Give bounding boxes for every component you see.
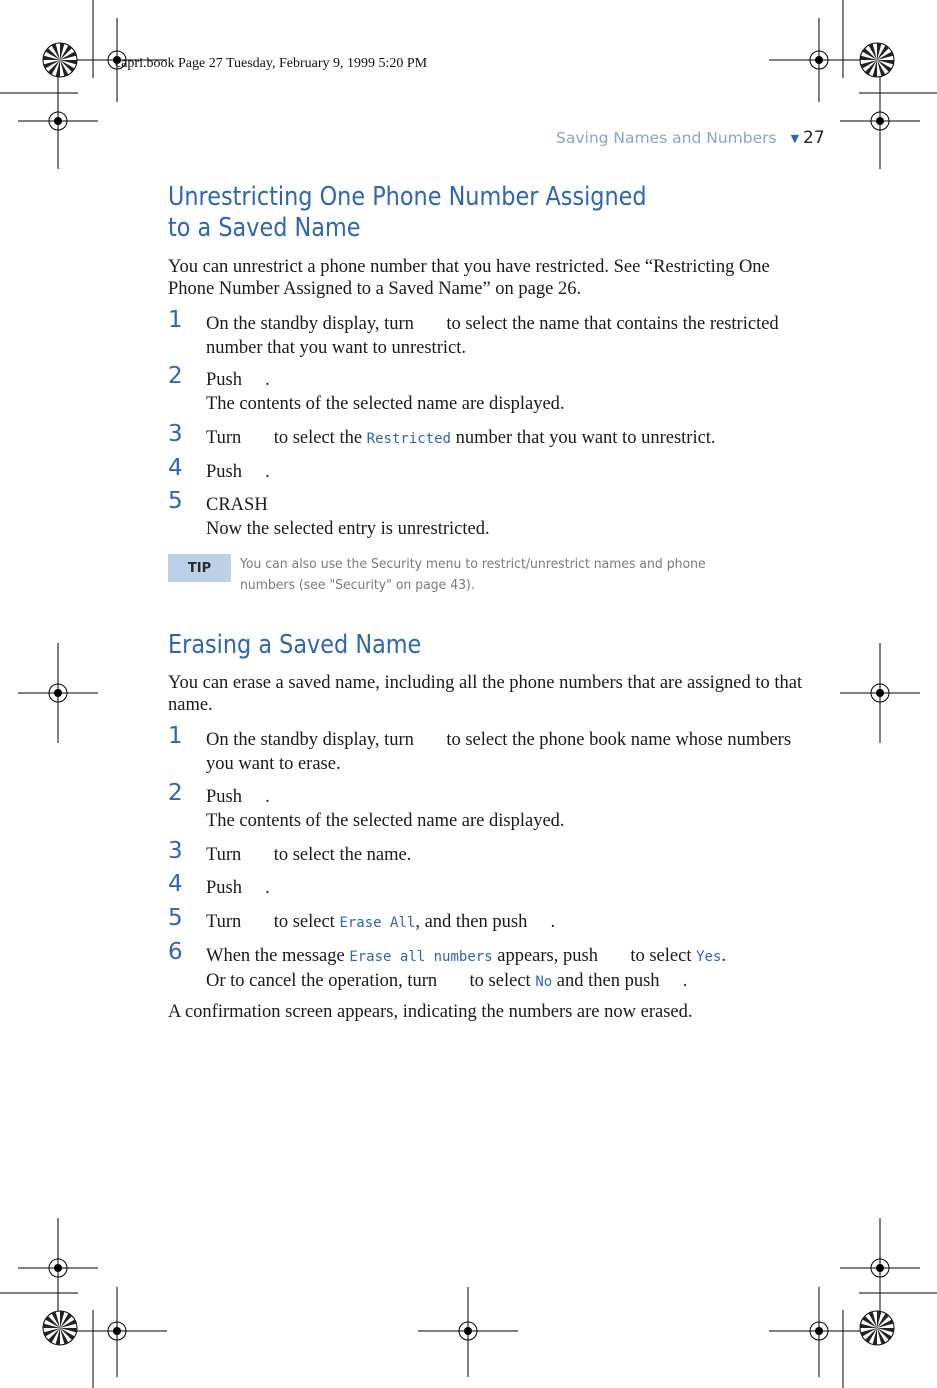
step-number: 6 bbox=[168, 939, 183, 965]
section-heading-erase: Erasing a Saved Name bbox=[168, 630, 422, 660]
step-4: 4 Push . bbox=[168, 871, 270, 898]
step-5: 5 Turn to select Erase All, and then push . bbox=[168, 905, 556, 932]
step-5: 5 CRASH Now the selected entry is unrestricted. bbox=[168, 488, 490, 539]
star-target-top-left bbox=[43, 43, 77, 77]
running-head bbox=[556, 128, 825, 148]
step-number: 1 bbox=[168, 307, 183, 333]
section-heading-unrestrict: Unrestricting One Phone Number Assigned to a Saved Name bbox=[168, 182, 647, 243]
step-3: 3 Turn to select the name. bbox=[168, 838, 412, 865]
book-slug: capri.book Page 27 Tuesday, February 9, 1999 5:20 PM bbox=[115, 56, 428, 71]
page-number: 27 bbox=[803, 128, 825, 148]
step-4: 4 Push . bbox=[168, 455, 270, 482]
step-number: 4 bbox=[168, 455, 183, 481]
tip-text: You can also use the Security menu to restrict/unrestrict names and phone numbers (see "Security" on page 43). bbox=[240, 556, 706, 593]
step-number: 2 bbox=[168, 780, 183, 806]
step-number: 1 bbox=[168, 723, 183, 749]
intro-paragraph: You can erase a saved name, including all the phone numbers that are assigned to that name. bbox=[168, 673, 803, 715]
running-head-title: Saving Names and Numbers bbox=[556, 129, 777, 147]
step-number: 3 bbox=[168, 421, 183, 447]
closing-paragraph: A confirmation screen appears, indicating the numbers are now erased. bbox=[168, 1002, 693, 1022]
step-number: 3 bbox=[168, 838, 183, 864]
step-3: 3 Turn to select the Restricted number that you want to unrestrict. bbox=[168, 421, 716, 448]
step-number: 5 bbox=[168, 905, 183, 931]
tip-label: TIP bbox=[168, 554, 231, 582]
step-number: 2 bbox=[168, 363, 183, 389]
step-number: 4 bbox=[168, 871, 183, 897]
step-1: 1 On the standby display, turn to select the phone book name whose numbers you want to erase. bbox=[168, 723, 792, 774]
step-1: 1 On the standby display, turn to select the name that contains the restricted number that you want to unrestrict. bbox=[168, 307, 779, 358]
step-6: 6 When the message Erase all numbers appears, push to select Yes. Or to cancel the operation, turn to select No and then push . bbox=[168, 939, 727, 991]
star-target-top-right bbox=[860, 43, 894, 77]
star-target-bottom-right bbox=[860, 1311, 894, 1345]
step-2: 2 Push . The contents of the selected name are displayed. bbox=[168, 363, 565, 414]
step-number: 5 bbox=[168, 488, 183, 514]
step-2: 2 Push . The contents of the selected name are displayed. bbox=[168, 780, 565, 831]
triangle-marker-icon: ▼ bbox=[790, 131, 800, 145]
intro-paragraph: You can unrestrict a phone number that you have restricted. See “Restricting One Phone Number Assigned to a Saved Name” on page 26. bbox=[168, 257, 770, 299]
star-target-bottom-left bbox=[43, 1311, 77, 1345]
